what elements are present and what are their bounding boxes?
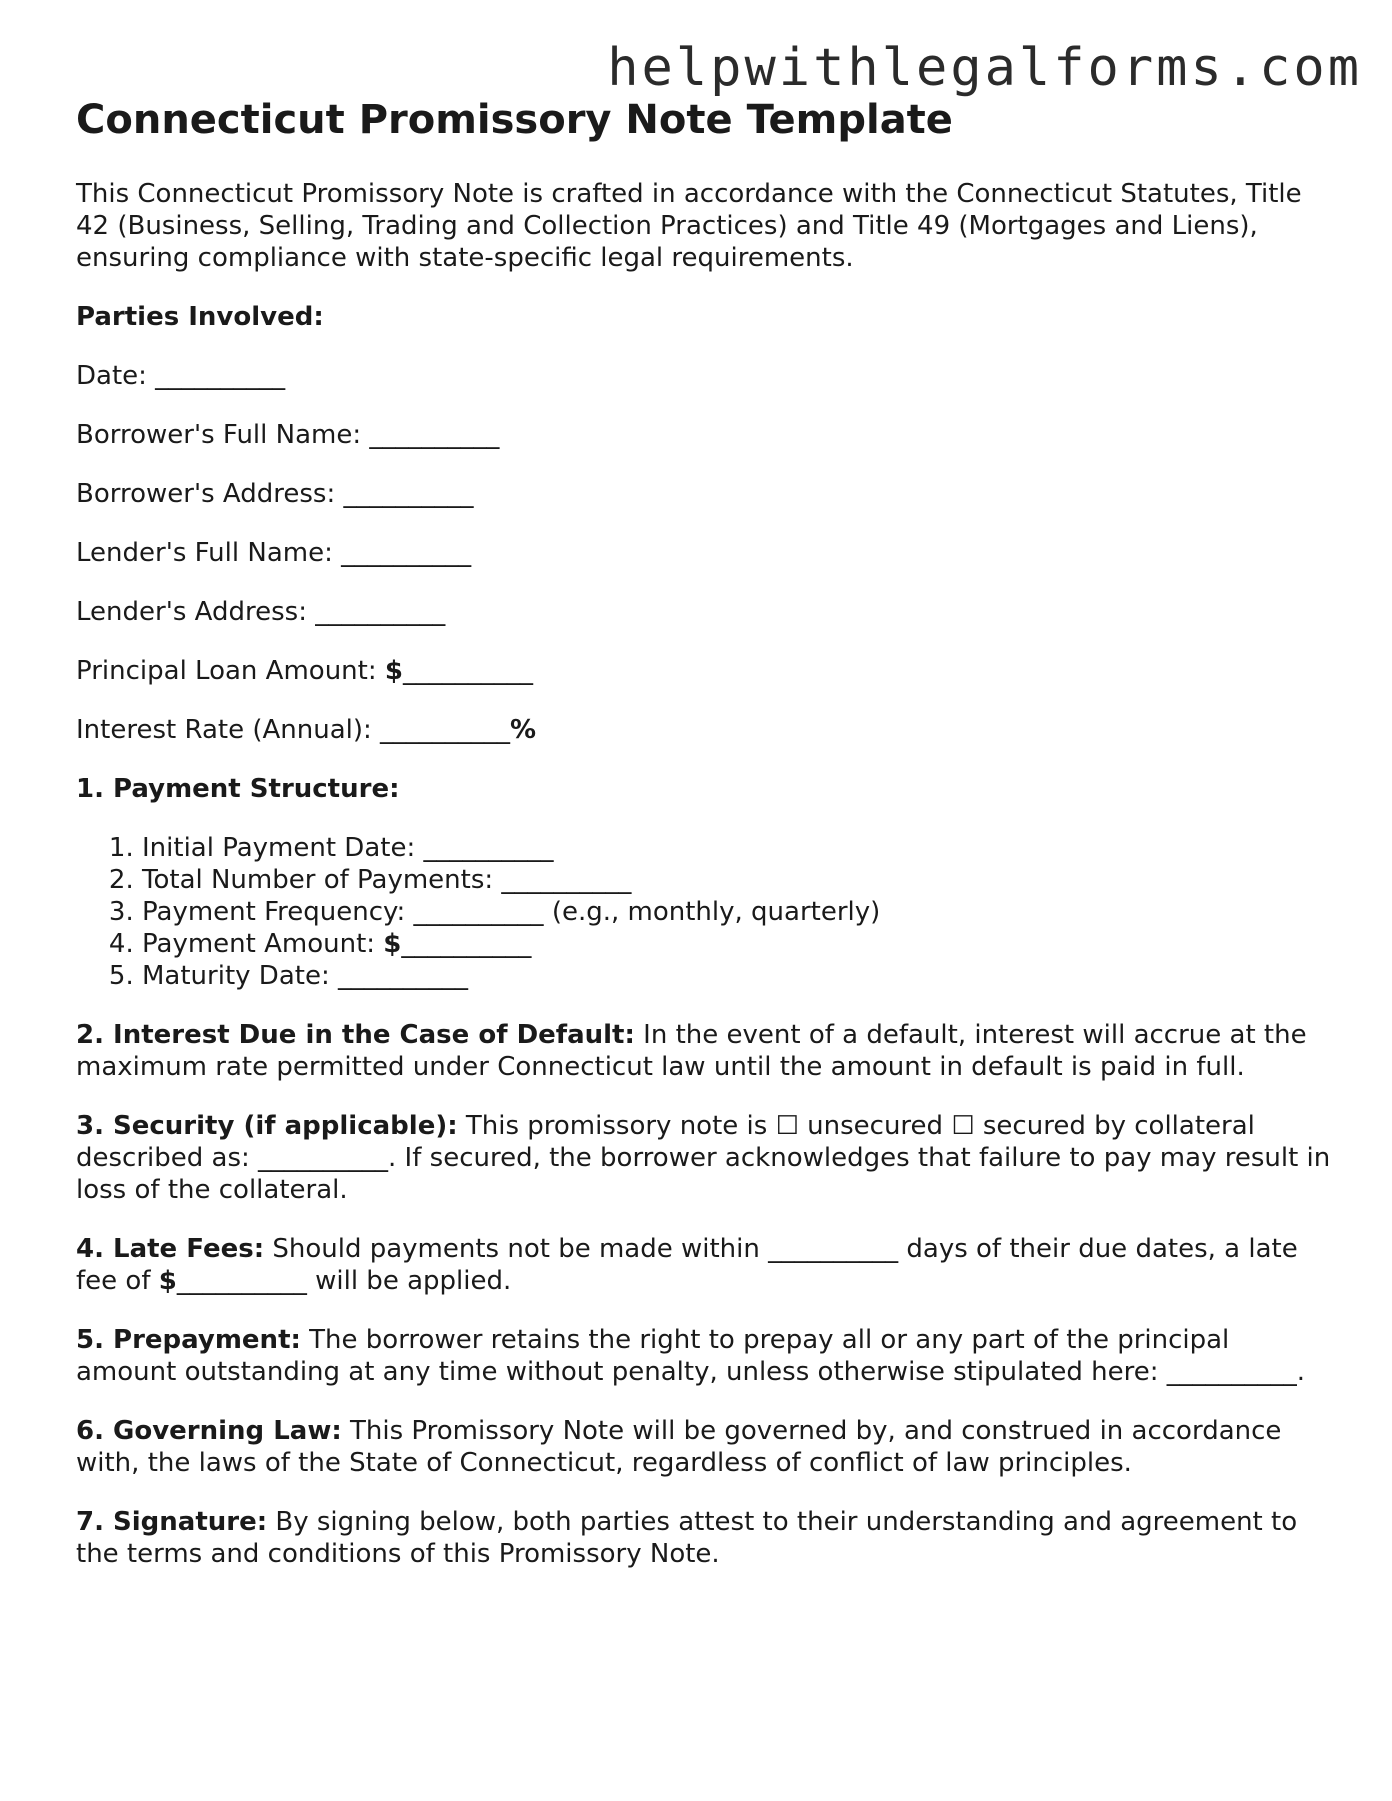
- prepayment-heading: 5. Prepayment:: [76, 1325, 301, 1355]
- payment-amount-label: Payment Amount:: [142, 929, 376, 959]
- list-item: [142, 832, 1336, 864]
- borrower-name-field: [76, 419, 1336, 451]
- payment-amount-blank[interactable]: __________: [401, 929, 532, 959]
- interest-field: [76, 714, 1336, 746]
- parties-heading: Parties Involved:: [76, 302, 324, 332]
- maturity-date-label: Maturity Date:: [142, 961, 330, 991]
- intro-paragraph: This Connecticut Promissory Note is crafted in accordance with the Connecticut Statutes, Title 42 (Business, Selling, Trading and Collection Practices) and Title 49 (Mortgages and Liens), ensuring compliance with state-specific legal requirements.: [76, 179, 1302, 273]
- prepayment-end: .: [1296, 1357, 1306, 1387]
- principal-field: [76, 655, 1336, 687]
- lender-name-field: [76, 537, 1336, 569]
- interest-blank[interactable]: __________: [380, 715, 511, 745]
- collateral-blank[interactable]: __________: [258, 1143, 389, 1173]
- total-payments-label: Total Number of Payments:: [142, 865, 494, 895]
- principal-currency: $: [384, 656, 403, 686]
- late-fee-currency: $: [158, 1266, 177, 1296]
- security-text-b: . If secured, the borrower acknowledges that failure to pay may result in loss of the collateral.: [76, 1143, 1331, 1205]
- secured-label: secured by collateral described as:: [76, 1111, 1255, 1173]
- late-fees-section: [76, 1233, 1336, 1297]
- default-section: [76, 1019, 1336, 1083]
- list-item: [142, 960, 1336, 992]
- late-fees-text-c: will be applied.: [315, 1266, 512, 1296]
- borrower-address-blank[interactable]: __________: [343, 479, 474, 509]
- payment-amount-currency: $: [383, 929, 402, 959]
- lender-address-blank[interactable]: __________: [315, 597, 446, 627]
- prepayment-text: The borrower retains the right to prepay all or any part of the principal amount outstanding at any time without penalty, unless otherwise stipulated here:: [76, 1325, 1230, 1387]
- total-payments-blank[interactable]: __________: [501, 865, 632, 895]
- list-item: [142, 864, 1336, 896]
- borrower-address-label: Borrower's Address:: [76, 479, 336, 509]
- date-field: [76, 360, 1336, 392]
- secured-checkbox[interactable]: ☐: [951, 1111, 975, 1141]
- maturity-date-blank[interactable]: __________: [337, 961, 468, 991]
- signature-text: By signing below, both parties attest to their understanding and agreement to the terms and conditions of this Promissory Note.: [76, 1507, 1298, 1569]
- default-text: In the event of a default, interest will accrue at the maximum rate permitted under Connecticut law until the amount in default is paid in full.: [76, 1020, 1307, 1082]
- payment-frequency-label: Payment Frequency:: [142, 897, 406, 927]
- governing-law-heading: 6. Governing Law:: [76, 1416, 342, 1446]
- signature-section: [76, 1506, 1336, 1570]
- payment-list: [76, 832, 1336, 992]
- date-blank[interactable]: __________: [155, 361, 286, 391]
- initial-payment-blank[interactable]: __________: [423, 833, 554, 863]
- date-label: Date:: [76, 361, 147, 391]
- site-watermark: helpwithlegalforms.com: [607, 38, 1362, 98]
- lender-address-label: Lender's Address:: [76, 597, 307, 627]
- governing-law-text: This Promissory Note will be governed by, and construed in accordance with, the laws of the State of Connecticut, regardless of conflict of law principles.: [76, 1416, 1282, 1478]
- document-title: Connecticut Promissory Note Template: [76, 97, 953, 143]
- late-fees-heading: 4. Late Fees:: [76, 1234, 265, 1264]
- default-heading: 2. Interest Due in the Case of Default:: [76, 1020, 635, 1050]
- late-fees-text-a: Should payments not be made within: [272, 1234, 760, 1264]
- borrower-address-field: [76, 478, 1336, 510]
- unsecured-label: unsecured: [807, 1111, 944, 1141]
- lender-name-blank[interactable]: __________: [341, 538, 472, 568]
- interest-label: Interest Rate (Annual):: [76, 715, 372, 745]
- security-section: [76, 1110, 1336, 1206]
- payment-heading: 1. Payment Structure:: [76, 774, 400, 804]
- parties-fields: [76, 360, 1336, 746]
- payment-frequency-blank[interactable]: __________: [413, 897, 544, 927]
- lender-name-label: Lender's Full Name:: [76, 538, 333, 568]
- late-fees-text-b: days of their due dates, a late fee of: [76, 1234, 1298, 1296]
- security-heading: 3. Security (if applicable):: [76, 1111, 458, 1141]
- interest-percent: %: [510, 715, 537, 745]
- late-fee-blank[interactable]: __________: [176, 1266, 307, 1296]
- lender-address-field: [76, 596, 1336, 628]
- principal-label: Principal Loan Amount:: [76, 656, 377, 686]
- late-days-blank[interactable]: __________: [768, 1234, 899, 1264]
- governing-law-section: [76, 1415, 1336, 1479]
- borrower-name-blank[interactable]: __________: [369, 420, 500, 450]
- principal-blank[interactable]: __________: [402, 656, 533, 686]
- payment-frequency-example: (e.g., monthly, quarterly): [551, 897, 881, 927]
- prepayment-blank[interactable]: __________: [1166, 1357, 1297, 1387]
- prepayment-section: [76, 1324, 1336, 1388]
- document-page: [76, 96, 1336, 1597]
- signature-heading: 7. Signature:: [76, 1507, 268, 1537]
- list-item: [142, 928, 1336, 960]
- initial-payment-label: Initial Payment Date:: [142, 833, 416, 863]
- unsecured-checkbox[interactable]: ☐: [775, 1111, 799, 1141]
- list-item: [142, 896, 1336, 928]
- security-text-a: This promissory note is: [465, 1111, 768, 1141]
- borrower-name-label: Borrower's Full Name:: [76, 420, 362, 450]
